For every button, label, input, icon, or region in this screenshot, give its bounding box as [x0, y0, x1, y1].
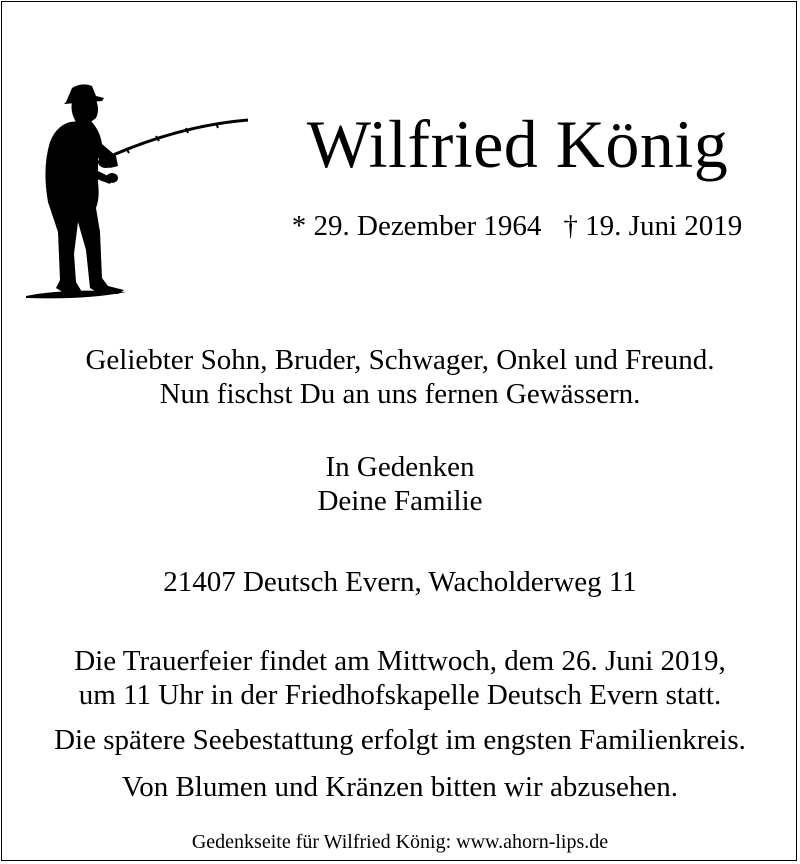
address-line: 21407 Deutsch Evern, Wacholderweg 11 [163, 566, 637, 598]
dedication-line: Nun fischst Du an uns fernen Gewässern. [159, 378, 641, 410]
death-date: † 19. Juni 2019 [563, 210, 743, 242]
remembrance-line: In Gedenken [325, 451, 475, 483]
life-dates [262, 208, 772, 244]
ceremony-info [0, 644, 800, 712]
dedication-line: Geliebter Sohn, Bruder, Schwager, Onkel und Freund. [85, 344, 715, 376]
burial-info [0, 723, 800, 757]
ceremony-line: Die Trauerfeier findet am Mittwoch, dem 26. Juni 2019, [74, 645, 726, 677]
memorial-page-footer: Gedenkseite für Wilfried König: www.ahorn-lips.de [191, 831, 609, 853]
deceased-name: Wilfried König [306, 106, 729, 182]
dedication [0, 343, 800, 411]
burial-line: Die spätere Seebestattung erfolgt im engsten Familienkreis. [54, 724, 746, 756]
address [0, 565, 800, 599]
signature-line: Deine Familie [317, 485, 483, 517]
flowers-line: Von Blumen und Kränzen bitten wir abzusehen. [122, 771, 678, 803]
flowers-info [0, 770, 800, 804]
birth-date: * 29. Dezember 1964 [291, 210, 542, 242]
remembrance [0, 450, 800, 518]
fisherman-silhouette-icon [26, 82, 252, 302]
ceremony-line: um 11 Uhr in der Friedhofskapelle Deutsch Evern statt. [78, 679, 722, 711]
